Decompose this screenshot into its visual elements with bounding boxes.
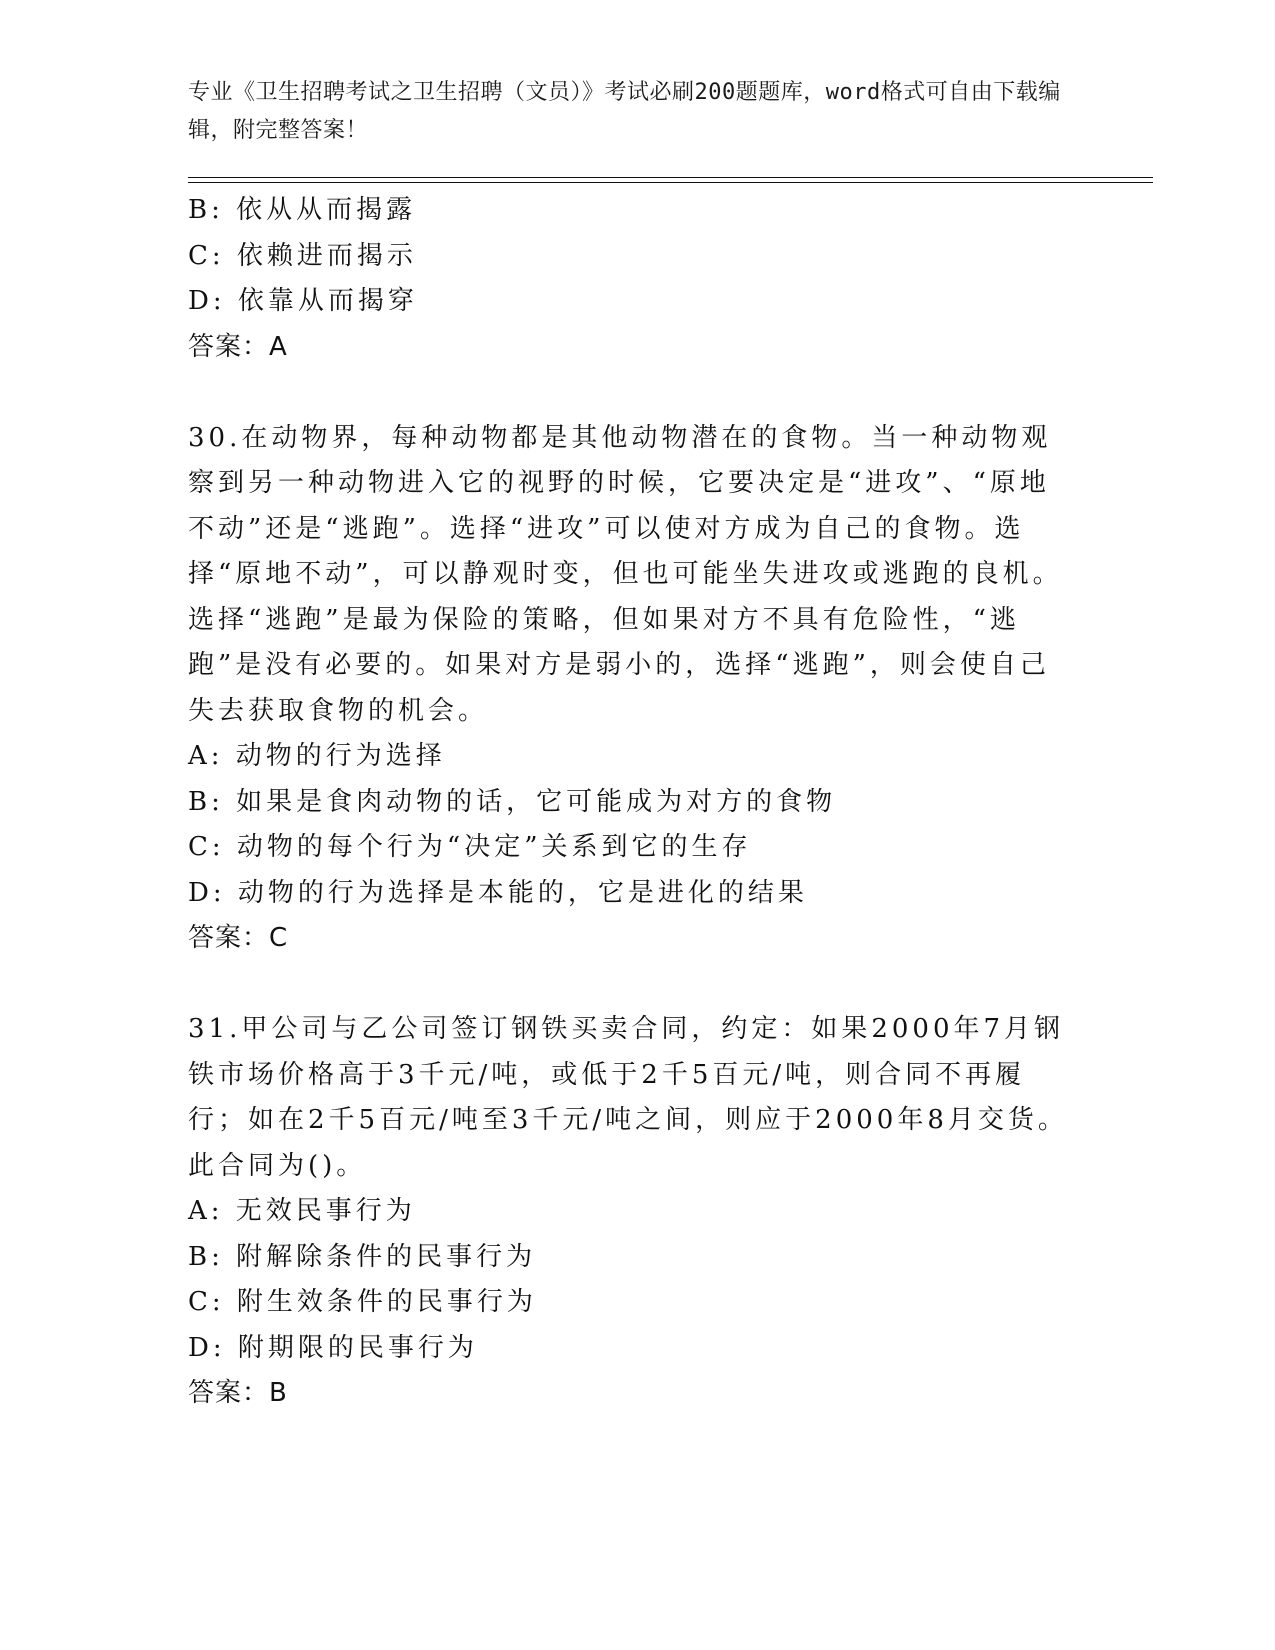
q31-stem: 31.甲公司与乙公司签订钢铁买卖合同，约定：如果2000年7月钢铁市场价格高于3千元/吨，或低于2千5百元/吨，则合同不再履行；如在2千5百元/吨至3千元/吨之间，则应于2000年8月交货。此合同为()。 <box>188 1014 1068 1181</box>
q29-answer: 答案：A <box>188 331 288 362</box>
q30-option-a: A: 动物的行为选择 <box>188 741 446 771</box>
q30-answer: 答案：C <box>188 923 289 953</box>
spacer <box>188 962 1068 1008</box>
q30-option-b: B: 如果是食肉动物的话，它可能成为对方的食物 <box>188 786 837 817</box>
q31-option-c: C: 附生效条件的民事行为 <box>188 1287 537 1317</box>
q29-option-d: D: 依靠从而揭穿 <box>188 286 418 316</box>
q31-option-b: B: 附解除条件的民事行为 <box>188 1241 537 1272</box>
q30-stem: 30.在动物界，每种动物都是其他动物潜在的食物。当一种动物观察到另一种动物进入它的视野的时候，它要决定是“进攻”、“原地不动”还是“逃跑”。选择“进攻”可以使对方成为自己的食物。选择“原地不动”，可以静观时变，但也可能坐失进攻或逃跑的良机。选择“逃跑”是最为保险的策略，但如果对方不具有危险性，“逃跑”是没有必要的。如果对方是弱小的，选择“逃跑”，则会使自己失去获取食物的机会。 <box>188 422 1063 726</box>
q30-option-d: D: 动物的行为选择是本能的，它是进化的结果 <box>188 877 808 908</box>
q29-option-c: C: 依赖进而揭示 <box>188 240 417 271</box>
q31-option-d: D: 附期限的民事行为 <box>188 1332 478 1363</box>
document-header: 专业《卫生招聘考试之卫生招聘（文员）》考试必刷200题题库，word格式可自由下载编辑，附完整答案！ <box>188 80 1061 143</box>
q30-option-c: C: 动物的每个行为“决定”关系到它的生存 <box>188 832 752 862</box>
document-body <box>188 188 1068 1417</box>
q31-option-a: A: 无效民事行为 <box>188 1196 416 1226</box>
header-rule-bottom <box>188 182 1153 183</box>
q29-option-b: B: 依从从而揭露 <box>188 195 417 225</box>
q31-answer: 答案：B <box>188 1378 288 1408</box>
header-rule-top <box>188 177 1153 178</box>
spacer <box>188 370 1068 416</box>
